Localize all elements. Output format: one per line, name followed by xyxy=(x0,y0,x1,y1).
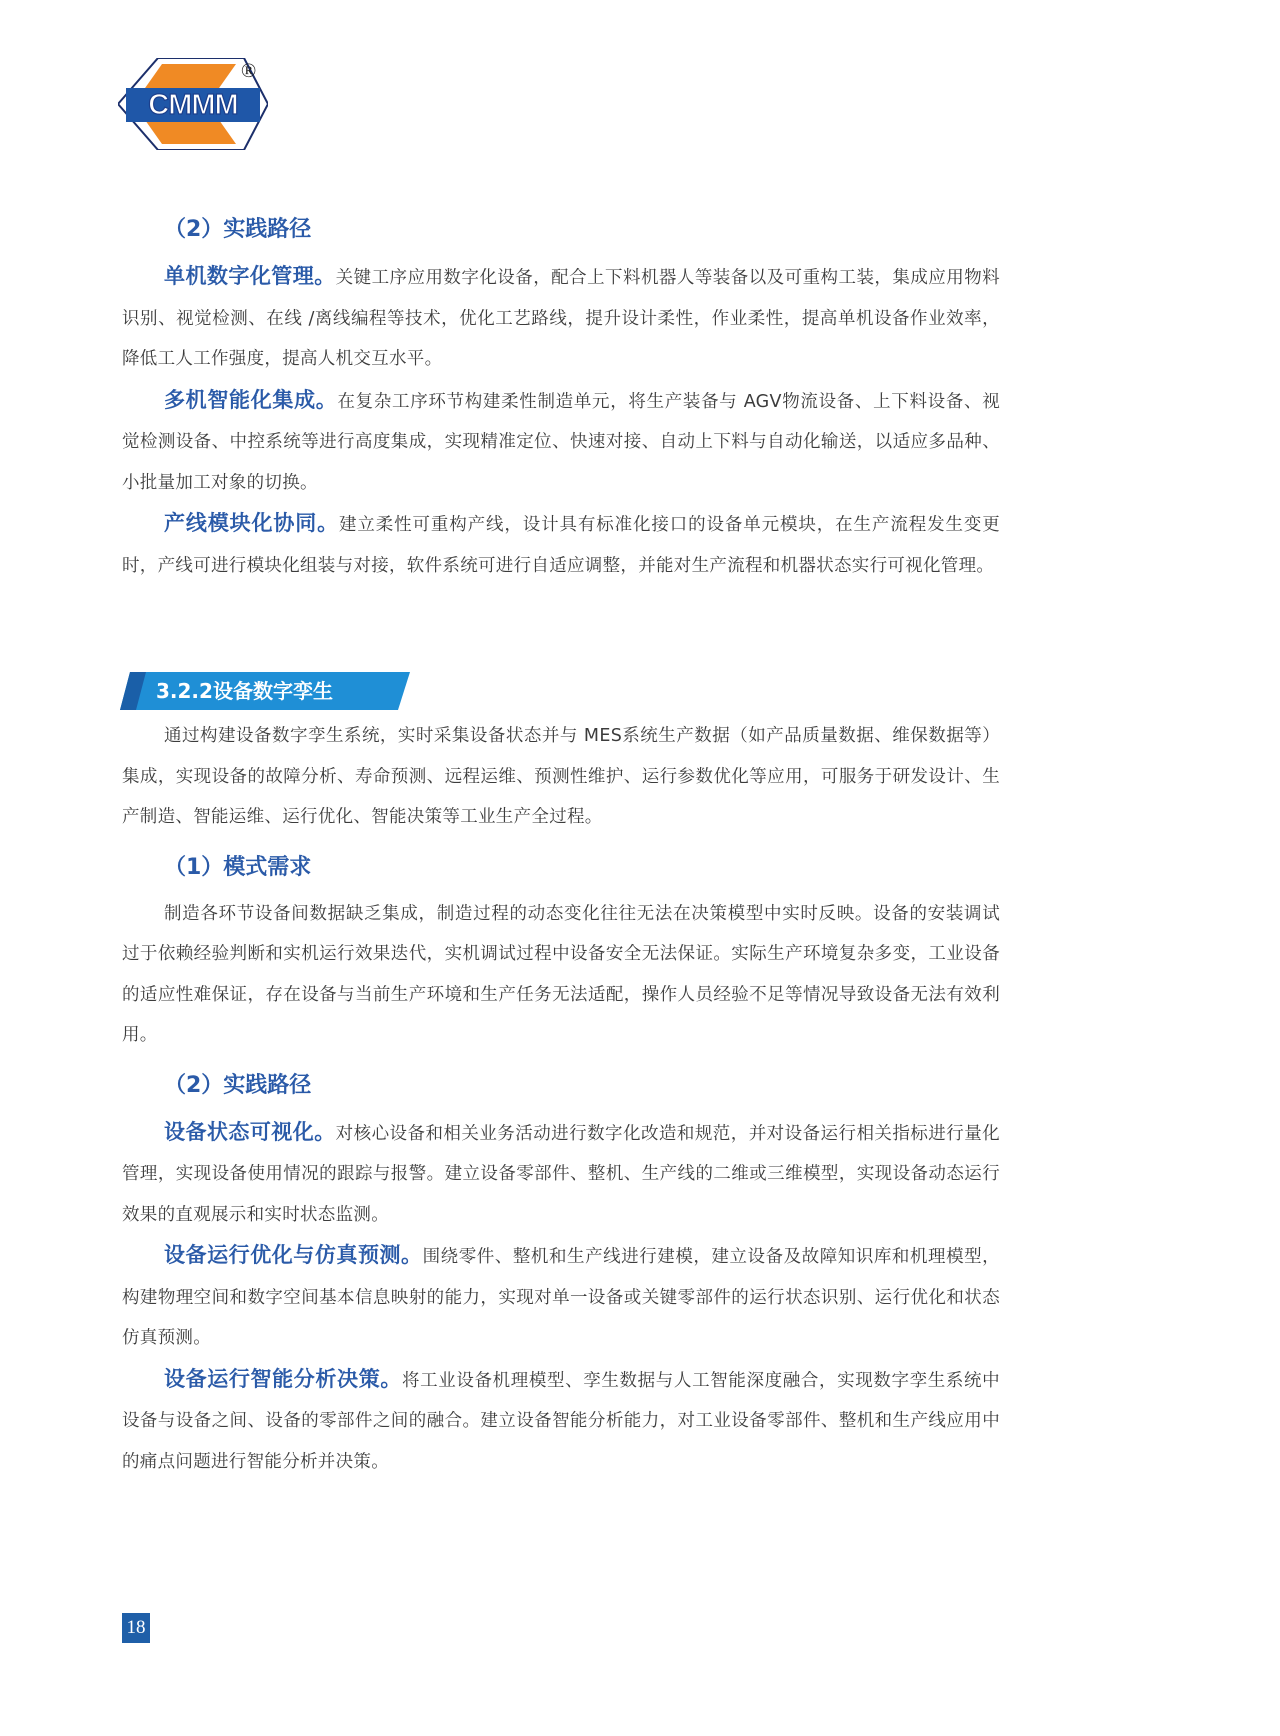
document-body xyxy=(122,208,1000,1482)
paragraph-single-machine xyxy=(122,256,1000,380)
section-heading-practice-2: （2）实践路径 xyxy=(164,1072,312,1098)
section-banner xyxy=(120,672,410,710)
section-heading-practice-1: （2）实践路径 xyxy=(164,217,312,242)
paragraph-body: 建立柔性可重构产线，设计具有标准化接口的设备单元模块，在生产流程发生变更时，产线可进行模块化组装与对接，软件系统可进行自适应调整，并能对生产流程和机器状态实行可视化管理。 xyxy=(122,515,1000,576)
paragraph-lead: 设备状态可视化。 xyxy=(164,1119,336,1144)
paragraph-simulation xyxy=(122,1235,1000,1359)
paragraph-lead: 设备运行优化与仿真预测。 xyxy=(164,1243,423,1267)
paragraph-body: 在复杂工序环节构建柔性制造单元，将生产装备与 AGV物流设备、上下料设备、视觉检测设备、中控系统等进行高度集成，实现精准定位、快速对接、自动上下料与自动化输送，以适应多品种、小批量加工对象的切换。 xyxy=(122,391,1001,493)
paragraph-lead: 多机智能化集成。 xyxy=(164,387,338,412)
paragraph-lead: 设备运行智能分析决策。 xyxy=(164,1366,402,1391)
paragraph-lead: 单机数字化管理。 xyxy=(164,264,336,288)
registered-mark: ® xyxy=(241,60,257,82)
paragraph-body: 关键工序应用数字化设备，配合上下料机器人等装备以及可重构工装，集成应用物料识别、视觉检测、在线 /离线编程等技术，优化工艺路线，提升设计柔性，作业柔性，提高单机设备作业效率，降低工人工作强度，提高人机交互水平。 xyxy=(122,268,1000,369)
page-number: 18 xyxy=(122,1613,150,1643)
paragraph-production-line xyxy=(122,503,1000,586)
paragraph-intelligent-decision xyxy=(122,1359,1000,1483)
paragraph-lead: 产线模块化协同。 xyxy=(164,511,340,535)
banner-title: 3.2.2设备数字孪生 xyxy=(156,679,333,703)
paragraph-visualization xyxy=(122,1112,1000,1236)
paragraph-body: 围绕零件、整机和生产线进行建模，建立设备及故障知识库和机理模型，构建物理空间和数字空间基本信息映射的能力，实现对单一设备或关键零部件的运行状态识别、运行优化和状态仿真预测。 xyxy=(122,1247,1000,1348)
logo-text: CMMM xyxy=(148,89,238,121)
section-heading-mode: （1）模式需求 xyxy=(164,854,312,880)
cmmm-logo xyxy=(118,58,268,150)
paragraph-body: 对核心设备和相关业务活动进行数字化改造和规范，并对设备运行相关指标进行量化管理，实现设备使用情况的跟踪与报警。建立设备零部件、整机、生产线的二维或三维模型，实现设备动态运行效果的直观展示和实时状态监测。 xyxy=(122,1123,1000,1225)
paragraph-mode-body: 制造各环节设备间数据缺乏集成，制造过程的动态变化往往无法在决策模型中实时反映。设备的安装调试过于依赖经验判断和实机运行效果迭代，实机调试过程中设备安全无法保证。实际生产环境复杂多变，工业设备的适应性难保证，存在设备与当前生产环境和生产任务无法适配，操作人员经验不足等情况导致设备无法有效利用。 xyxy=(122,903,1000,1045)
paragraph-multi-machine xyxy=(122,380,1000,504)
paragraph-intro: 通过构建设备数字孪生系统，实时采集设备状态并与 MES系统生产数据（如产品质量数据、维保数据等）集成，实现设备的故障分析、寿命预测、远程运维、预测性维护、运行参数优化等应用，可服务于研发设计、生产制造、智能运维、运行优化、智能决策等工业生产全过程。 xyxy=(122,726,1000,827)
paragraph-body: 将工业设备机理模型、孪生数据与人工智能深度融合，实现数字孪生系统中设备与设备之间、设备的零部件之间的融合。建立设备智能分析能力，对工业设备零部件、整机和生产线应用中的痛点问题进行智能分析并决策。 xyxy=(122,1370,1000,1472)
